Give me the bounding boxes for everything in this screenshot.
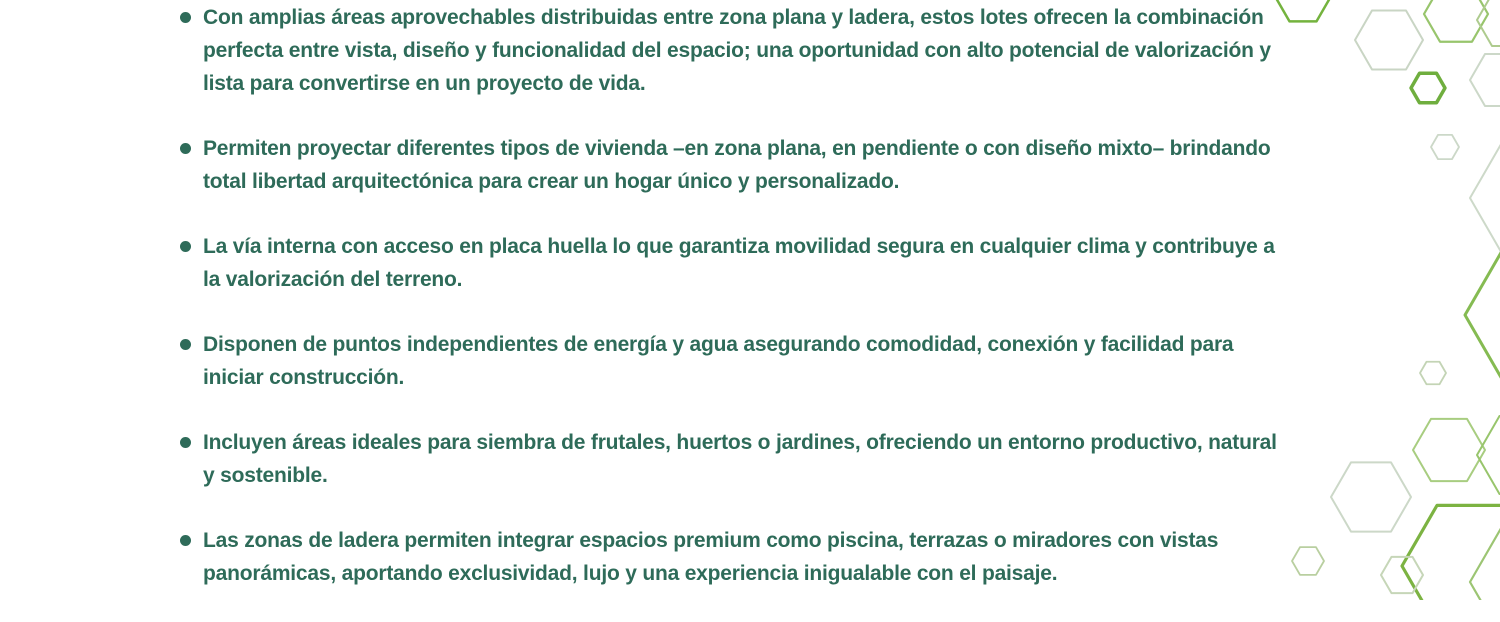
hexagon-outline-icon <box>1292 547 1324 575</box>
bullet-dot-icon <box>180 535 191 546</box>
bullet-item <box>180 230 1285 296</box>
bullet-text: Incluyen áreas ideales para siembra de frutales, huertos o jardines, ofreciendo un entorno productivo, natural y sostenible. <box>203 431 1277 487</box>
bullet-item <box>180 132 1285 198</box>
hexagon-outline-icon <box>1411 73 1445 102</box>
bullet-dot-icon <box>180 241 191 252</box>
bullet-text: Con amplias áreas aprovechables distribuidas entre zona plana y ladera, estos lotes ofrecen la combinación perfecta entre vista, diseño y funcionalidad del espacio; una oportunidad con alto potencial de valorización y lista para convertirse en un proyecto de vida. <box>203 6 1271 95</box>
hexagon-outline-icon <box>1402 505 1500 600</box>
bullet-dot-icon <box>180 339 191 350</box>
hexagon-outline-icon <box>1331 462 1411 531</box>
bullet-dot-icon <box>180 143 191 154</box>
hexagon-outline-icon <box>1477 416 1500 494</box>
bullet-dot-icon <box>180 437 191 448</box>
bullet-item <box>180 328 1285 394</box>
hexagon-outline-icon <box>1424 0 1488 42</box>
bullet-text: Disponen de puntos independientes de energía y agua asegurando comodidad, conexión y facilidad para iniciar construcción. <box>203 333 1234 389</box>
bullet-item <box>180 524 1285 590</box>
bullet-item <box>180 1 1285 100</box>
bullet-text: Las zonas de ladera permiten integrar espacios premium como piscina, terrazas o miradores con vistas panorámicas, aportando exclusividad, lujo y una experiencia inigualable con el paisaje. <box>203 529 1219 585</box>
hexagon-outline-icon <box>1355 11 1423 70</box>
hexagon-outline-icon <box>1470 54 1500 106</box>
hexagon-outline-icon <box>1470 144 1500 251</box>
bullet-list <box>180 1 1285 622</box>
bullet-dot-icon <box>180 12 191 23</box>
hexagon-outline-icon <box>1413 419 1485 481</box>
bullet-text: La vía interna con acceso en placa huella lo que garantiza movilidad segura en cualquier clima y contribuye a la valorización del terreno. <box>203 235 1275 291</box>
bullet-item <box>180 426 1285 492</box>
hexagon-outline-icon <box>1381 557 1423 593</box>
hexagon-outline-icon <box>1477 0 1500 46</box>
hexagon-outline-icon <box>1431 135 1459 159</box>
hexagon-outline-icon <box>1470 520 1500 600</box>
bullet-text: Permiten proyectar diferentes tipos de vivienda –en zona plana, en pendiente o con diseño mixto– brindando total libertad arquitectónica para crear un hogar único y personalizado. <box>203 137 1271 193</box>
hexagon-outline-icon <box>1465 253 1500 378</box>
hexagon-outline-icon <box>1420 362 1446 385</box>
